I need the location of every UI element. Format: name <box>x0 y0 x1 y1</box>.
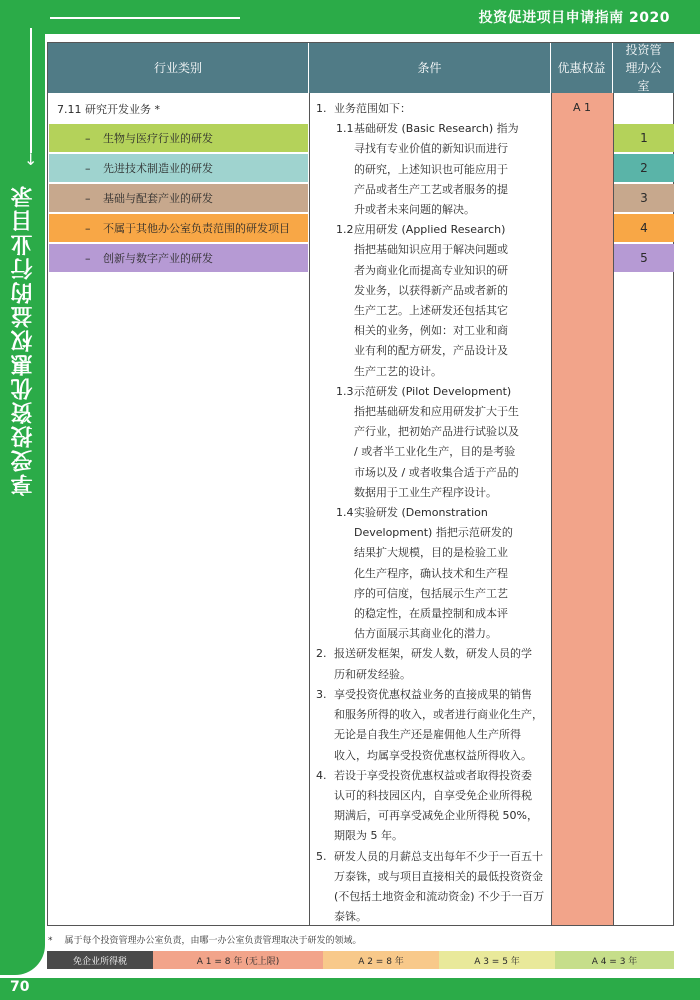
conditions-text <box>316 99 548 927</box>
sidebar-title: 享受投资优惠权益的行业目录 <box>11 184 36 497</box>
office-number: 3 <box>614 184 674 212</box>
header-category: 行业类别 <box>48 43 309 93</box>
condition-subitem: 1.3 示范研发 (Pilot Development) 指把基础研发和应用研发扩大于生 产行业，把初始产品进行试验以及 / 或者半工业化生产，目的是考验 市场以及 / 或者收集合适于产品的 数据用于工业生产程序设计。 <box>336 384 519 499</box>
legend-label: 免企业所得税 <box>47 951 153 969</box>
legend-a2: A 2 = 8 年 <box>323 951 439 969</box>
benefit-column <box>551 93 613 925</box>
footnote: * 属于每个投资管理办公室负责，由哪一办公室负责管理取决于研发的领域。 <box>48 936 362 946</box>
category-row: – 先进技术制造业的研发 <box>49 154 308 182</box>
condition-item: 2. 报送研发框架，研发人数，研发人员的学 历和研发经验。 <box>316 647 532 681</box>
page-number: 70 <box>10 979 30 995</box>
document-title: 投资促进项目申请指南 2020 <box>478 10 670 26</box>
condition-item: 5. 研发人员的月薪总支出每年不少于一百五十 万泰铢，或与项目直接相关的最低投资资金 (不包括土地资金和流动资金) 不少于一百万泰铢。 <box>316 849 545 924</box>
category-row: – 生物与医疗行业的研发 <box>49 124 308 152</box>
industry-table <box>47 42 674 926</box>
column-divider <box>551 93 552 925</box>
category-row: – 基础与配套产业的研发 <box>49 184 308 212</box>
column-divider <box>309 93 310 925</box>
condition-item: 3. 享受投资优惠权益业务的直接成果的销售 和服务所得的收入，或者进行商业化生产， 无论是自我生产还是雇佣他人生产所得 收入，均属享受投资优惠权益所得收入。 <box>316 687 543 762</box>
sidebar-rule <box>30 28 32 153</box>
office-number: 2 <box>614 154 674 182</box>
category-row: – 不属于其他办公室负责范围的研发项目 <box>49 214 308 242</box>
top-header-bar <box>0 0 700 34</box>
arrow-down-icon: ↓ <box>24 150 38 169</box>
condition-subitem: 1.1 基础研发 (Basic Research) 指为 寻找有专业价值的新知识而进行 的研究，上述知识也可能应用于 产品或者生产工艺或者服务的提 升或者未来问题的解决。 <box>336 122 519 217</box>
office-number: 5 <box>614 244 674 272</box>
condition-subitem: 1.4 实验研发 (Demonstration Development) 指把示范研发的 结果扩大规模，目的是检验工业 化生产程序，确认技术和生产程 序的可信度，包括展示生产工艺 的稳定性，在质量控制和成本评 估方面展示其商业化的潜力。 <box>336 506 513 641</box>
condition-item: 4. 若设于享受投资优惠权益或者取得投资委 认可的科技园区内，自享受免企业所得税 期满后，可再享受减免企业所得税 50%， 期限为 5 年。 <box>316 768 538 843</box>
category-title: 7.11 研究开发业务 * <box>57 103 160 116</box>
header-conditions: 条件 <box>309 43 551 93</box>
category-row: – 创新与数字产业的研发 <box>49 244 308 272</box>
office-number: 1 <box>614 124 674 152</box>
legend <box>47 951 674 969</box>
condition-subitem: 1.2 应用研发 (Applied Research) 指把基础知识应用于解决问题或 者为商业化而提高专业知识的研 发业务，以获得新产品或者新的 生产工艺。上述研发还包括其它 相关的业务，例如：对工业和商 业有利的配方研发，产品设计及 生产工艺的设计。 <box>336 223 508 378</box>
condition-items <box>316 644 548 927</box>
legend-a4: A 4 = 3 年 <box>555 951 674 969</box>
condition-item: 1. 业务范围如下： <box>316 102 411 115</box>
legend-a3: A 3 = 5 年 <box>439 951 555 969</box>
office-number: 4 <box>614 214 674 242</box>
header-benefits: 优惠权益 <box>551 43 613 93</box>
benefit-value: A 1 <box>572 101 592 114</box>
legend-a1: A 1 = 8 年 (无上限) <box>153 951 323 969</box>
header-rule <box>50 17 240 19</box>
bottom-bar <box>0 978 700 1000</box>
header-office: 投资管理办公室 <box>613 43 674 93</box>
condition-subitems <box>316 119 548 644</box>
